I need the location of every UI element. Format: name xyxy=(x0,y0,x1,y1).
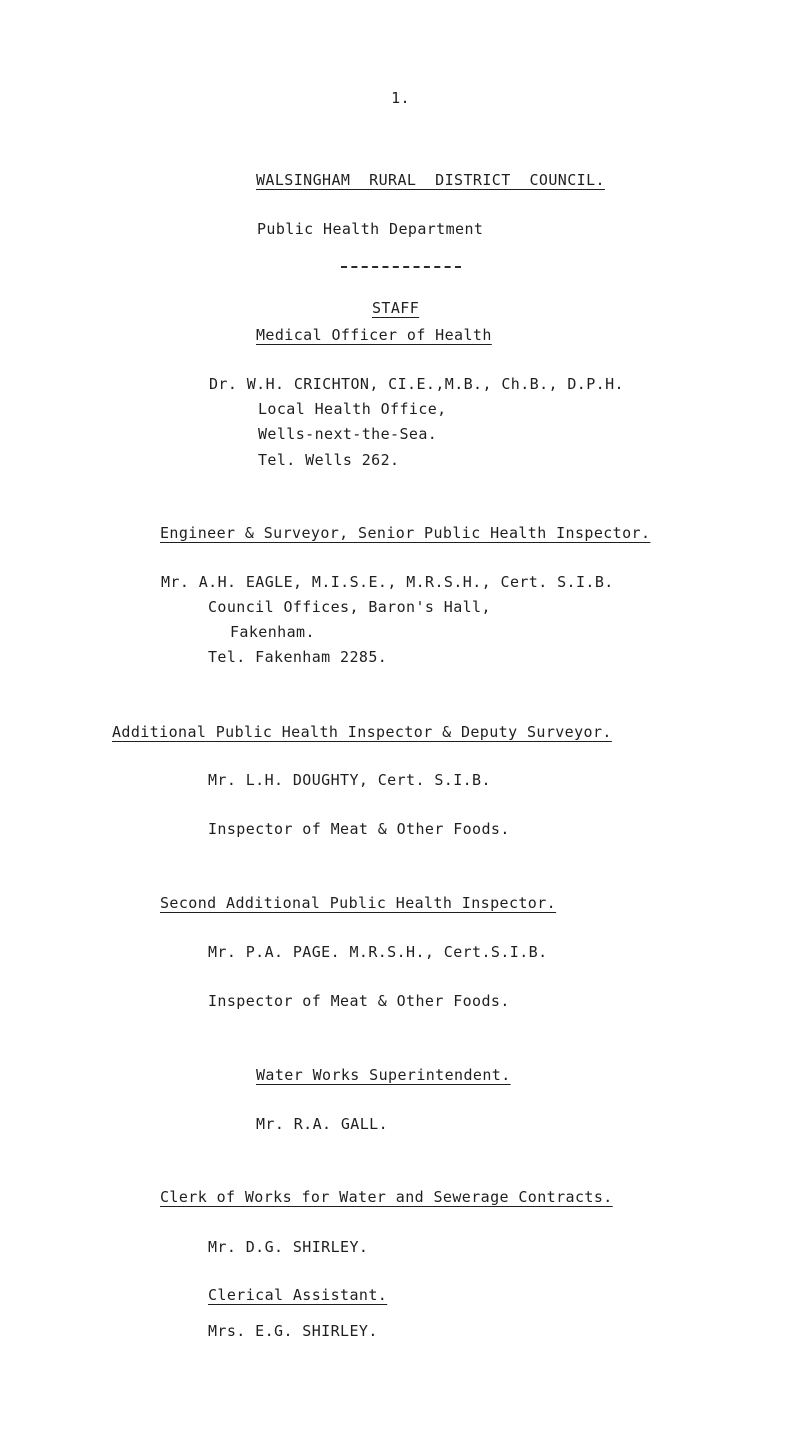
engineer-name: Mr. A.H. EAGLE, M.I.S.E., M.R.S.H., Cert. S.I.B. xyxy=(161,573,614,591)
additional-inspector-role: Inspector of Meat & Other Foods. xyxy=(208,820,510,838)
clerk-of-works-heading: Clerk of Works for Water and Sewerage Contracts. xyxy=(160,1188,613,1206)
additional-inspector-heading: Additional Public Health Inspector & Deputy Surveyor. xyxy=(112,723,612,741)
water-works-name: Mr. R.A. GALL. xyxy=(256,1115,389,1133)
clerical-name: Mrs. E.G. SHIRLEY. xyxy=(208,1322,378,1340)
second-inspector-name: Mr. P.A. PAGE. M.R.S.H., Cert.S.I.B. xyxy=(208,943,548,961)
second-inspector-role: Inspector of Meat & Other Foods. xyxy=(208,992,510,1010)
medical-officer-address-1: Local Health Office, xyxy=(258,400,447,418)
engineer-heading: Engineer & Surveyor, Senior Public Health Inspector. xyxy=(160,524,651,542)
clerk-of-works-name: Mr. D.G. SHIRLEY. xyxy=(208,1238,369,1256)
water-works-heading: Water Works Superintendent. xyxy=(256,1066,511,1084)
medical-officer-name: Dr. W.H. CRICHTON, CI.E.,M.B., Ch.B., D.P.H. xyxy=(209,375,624,393)
engineer-address-2: Fakenham. xyxy=(230,623,315,641)
department-title: Public Health Department xyxy=(257,220,484,238)
page-number: 1. xyxy=(391,89,410,107)
council-title: WALSINGHAM RURAL DISTRICT COUNCIL. xyxy=(256,171,605,189)
staff-heading: STAFF xyxy=(372,299,420,317)
additional-inspector-name: Mr. L.H. DOUGHTY, Cert. S.I.B. xyxy=(208,771,491,789)
medical-officer-address-2: Wells-next-the-Sea. xyxy=(258,425,438,443)
engineer-address-1: Council Offices, Baron's Hall, xyxy=(208,598,491,616)
medical-officer-heading: Medical Officer of Health xyxy=(256,326,492,344)
medical-officer-tel: Tel. Wells 262. xyxy=(258,451,400,469)
clerical-heading: Clerical Assistant. xyxy=(208,1286,388,1304)
engineer-tel: Tel. Fakenham 2285. xyxy=(208,648,388,666)
second-inspector-heading: Second Additional Public Health Inspector. xyxy=(160,894,557,912)
dashed-divider xyxy=(341,266,461,268)
